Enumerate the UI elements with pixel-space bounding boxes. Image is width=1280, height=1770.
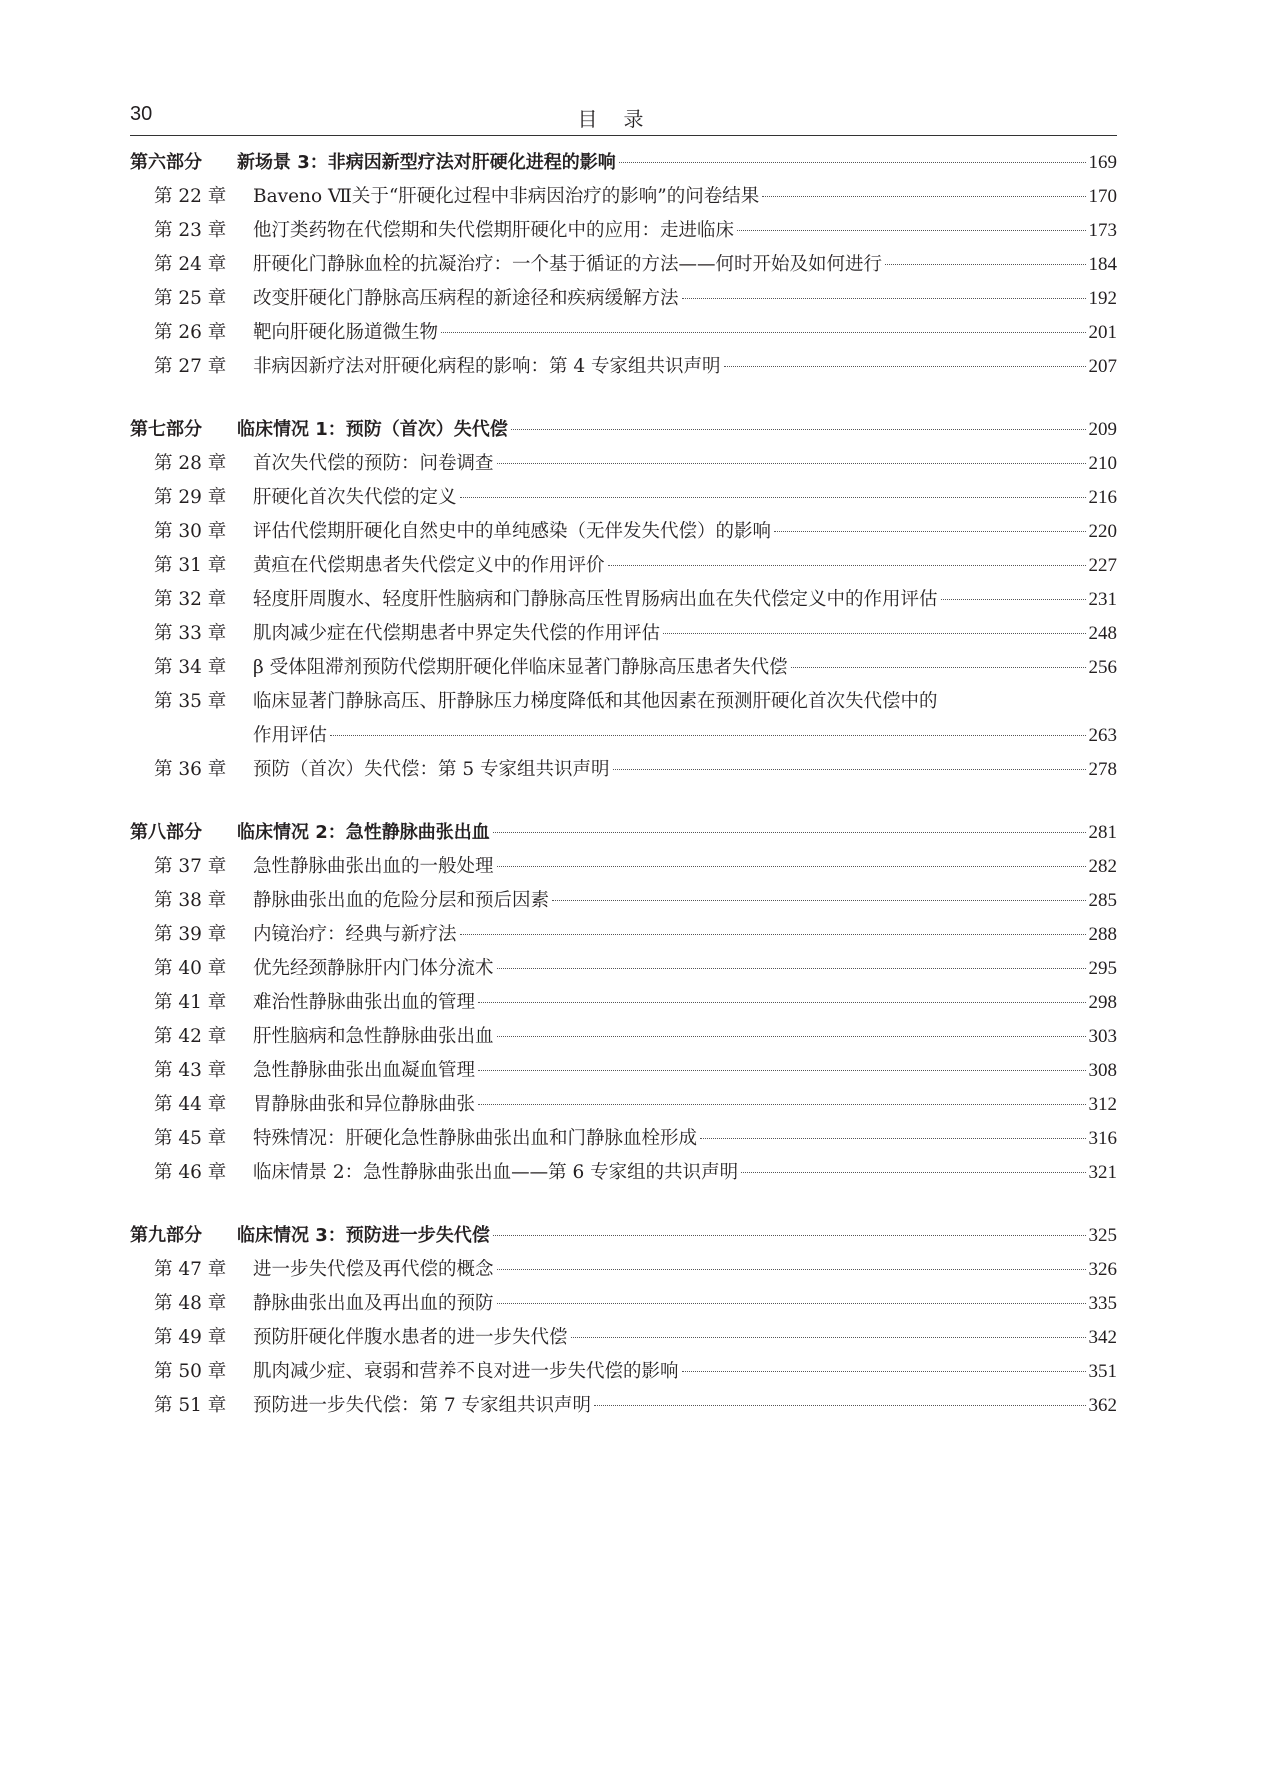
dot-leader [497, 1036, 1086, 1037]
header-rule [130, 135, 1117, 136]
entry-title: β 受体阻滞剂预防代偿期肝硬化伴临床显著门静脉高压患者失代偿 [253, 657, 788, 678]
entry-page-number: 351 [1088, 1361, 1117, 1382]
entry-title: 黄疸在代偿期患者失代偿定义中的作用评价 [253, 555, 605, 576]
entry-title: 新场景 3：非病因新型疗法对肝硬化进程的影响 [237, 152, 616, 173]
entry-page-number: 335 [1088, 1293, 1117, 1314]
entry-page-number: 263 [1088, 725, 1117, 746]
entry-label: 第 31 章 [154, 555, 227, 576]
dot-leader [608, 565, 1086, 566]
entry-title: 特殊情况：肝硬化急性静脉曲张出血和门静脉血栓形成 [253, 1128, 698, 1149]
entry-label: 第 27 章 [154, 356, 227, 377]
entry-title: 靶向肝硬化肠道微生物 [253, 322, 439, 343]
running-header [130, 103, 1117, 133]
entry-label: 第 33 章 [154, 623, 227, 644]
entry-label: 第 40 章 [154, 958, 227, 979]
entry-title: 肝性脑病和急性静脉曲张出血 [253, 1026, 494, 1047]
entry-label: 第 35 章 [154, 691, 227, 712]
entry-label: 第 32 章 [154, 589, 227, 610]
entry-page-number: 298 [1088, 992, 1117, 1013]
dot-leader [478, 1002, 1085, 1003]
entry-title: 预防（首次）失代偿：第 5 专家组共识声明 [253, 759, 610, 780]
entry-title: 作用评估 [253, 725, 328, 746]
toc-chapter-entry[interactable] [130, 483, 1117, 517]
toc-chapter-entry[interactable] [130, 1323, 1117, 1357]
dot-leader [619, 162, 1086, 163]
entry-page-number: 184 [1088, 254, 1117, 275]
dot-leader [941, 599, 1086, 600]
dot-leader [571, 1337, 1086, 1338]
entry-label: 第 22 章 [154, 186, 227, 207]
dot-leader [497, 463, 1086, 464]
toc-chapter-entry[interactable] [130, 852, 1117, 886]
entry-title: 静脉曲张出血及再出血的预防 [253, 1293, 494, 1314]
entry-label: 第 36 章 [154, 759, 227, 780]
entry-page-number: 321 [1088, 1162, 1117, 1183]
entry-title: 临床情况 1：预防（首次）失代偿 [237, 419, 508, 440]
entry-page-number: 285 [1088, 890, 1117, 911]
dot-leader [493, 1235, 1086, 1236]
entry-page-number: 312 [1088, 1094, 1117, 1115]
entry-title: 难治性静脉曲张出血的管理 [253, 992, 476, 1013]
dot-leader [663, 633, 1085, 634]
entry-label: 第 24 章 [154, 254, 227, 275]
entry-page-number: 192 [1088, 288, 1117, 309]
entry-page-number: 173 [1088, 220, 1117, 241]
page-number: 30 [130, 103, 153, 125]
dot-leader [700, 1138, 1085, 1139]
entry-label: 第 48 章 [154, 1293, 227, 1314]
toc-chapter-entry[interactable] [130, 1391, 1117, 1425]
dot-leader [682, 298, 1086, 299]
entry-title: 肝硬化首次失代偿的定义 [253, 487, 457, 508]
entry-page-number: 288 [1088, 924, 1117, 945]
toc-chapter-entry[interactable] [130, 182, 1117, 216]
toc-chapter-entry[interactable] [130, 721, 1117, 755]
toc-chapter-entry[interactable] [130, 619, 1117, 653]
entry-page-number: 169 [1088, 152, 1117, 173]
toc-part-entry[interactable] [130, 415, 1117, 449]
entry-page-number: 210 [1088, 453, 1117, 474]
entry-label: 第 38 章 [154, 890, 227, 911]
dot-leader [762, 196, 1085, 197]
dot-leader [791, 667, 1086, 668]
toc-part-entry[interactable] [130, 148, 1117, 182]
entry-title: 非病因新疗法对肝硬化病程的影响：第 4 专家组共识声明 [253, 356, 721, 377]
entry-page-number: 207 [1088, 356, 1117, 377]
toc-part-entry[interactable] [130, 1221, 1117, 1255]
entry-title: 预防肝硬化伴腹水患者的进一步失代偿 [253, 1327, 568, 1348]
entry-title: 静脉曲张出血的危险分层和预后因素 [253, 890, 550, 911]
dot-leader [774, 531, 1085, 532]
toc-chapter-entry[interactable] [130, 1022, 1117, 1056]
toc-chapter-entry[interactable] [130, 449, 1117, 483]
toc-chapter-entry[interactable] [130, 886, 1117, 920]
entry-page-number: 248 [1088, 623, 1117, 644]
entry-page-number: 231 [1088, 589, 1117, 610]
dot-leader [493, 832, 1086, 833]
entry-page-number: 220 [1088, 521, 1117, 542]
entry-title: 评估代偿期肝硬化自然史中的单纯感染（无伴发失代偿）的影响 [253, 521, 772, 542]
entry-title: 急性静脉曲张出血的一般处理 [253, 856, 494, 877]
toc-chapter-entry[interactable] [130, 755, 1117, 789]
entry-label: 第 43 章 [154, 1060, 227, 1081]
entry-title: 胃静脉曲张和异位静脉曲张 [253, 1094, 476, 1115]
entry-page-number: 295 [1088, 958, 1117, 979]
entry-title: 轻度肝周腹水、轻度肝性脑病和门静脉高压性胃肠病出血在失代偿定义中的作用评估 [253, 589, 938, 610]
toc-chapter-entry[interactable] [130, 687, 1117, 721]
toc-part-entry[interactable] [130, 818, 1117, 852]
dot-leader [741, 1172, 1085, 1173]
entry-page-number: 282 [1088, 856, 1117, 877]
entry-page-number: 278 [1088, 759, 1117, 780]
entry-page-number: 308 [1088, 1060, 1117, 1081]
entry-title: 肌肉减少症、衰弱和营养不良对进一步失代偿的影响 [253, 1361, 679, 1382]
toc-chapter-entry[interactable] [130, 585, 1117, 619]
toc-chapter-entry[interactable] [130, 284, 1117, 318]
entry-title: 肝硬化门静脉血栓的抗凝治疗：一个基于循证的方法——何时开始及如何进行 [253, 254, 883, 275]
entry-page-number: 256 [1088, 657, 1117, 678]
dot-leader [552, 900, 1085, 901]
dot-leader [497, 1303, 1086, 1304]
entry-label: 第 34 章 [154, 657, 227, 678]
entry-page-number: 342 [1088, 1327, 1117, 1348]
toc-chapter-entry[interactable] [130, 1357, 1117, 1391]
entry-title: 临床显著门静脉高压、肝静脉压力梯度降低和其他因素在预测肝硬化首次失代偿中的 [253, 691, 938, 712]
entry-label: 第 44 章 [154, 1094, 227, 1115]
toc-chapter-entry[interactable] [130, 988, 1117, 1022]
dot-leader [594, 1405, 1085, 1406]
entry-page-number: 209 [1088, 419, 1117, 440]
entry-page-number: 216 [1088, 487, 1117, 508]
entry-label: 第 49 章 [154, 1327, 227, 1348]
dot-leader [478, 1070, 1085, 1071]
dot-leader [737, 230, 1085, 231]
entry-title: 他汀类药物在代偿期和失代偿期肝硬化中的应用：走进临床 [253, 220, 735, 241]
dot-leader [497, 1269, 1086, 1270]
entry-page-number: 362 [1088, 1395, 1117, 1416]
entry-label: 第 42 章 [154, 1026, 227, 1047]
entry-label: 第七部分 [130, 419, 202, 440]
toc-chapter-entry[interactable] [130, 1056, 1117, 1090]
entry-label: 第 25 章 [154, 288, 227, 309]
toc-chapter-entry[interactable] [130, 1124, 1117, 1158]
toc-chapter-entry[interactable] [130, 517, 1117, 551]
entry-label: 第 50 章 [154, 1361, 227, 1382]
entry-title: 进一步失代偿及再代偿的概念 [253, 1259, 494, 1280]
toc-chapter-entry[interactable] [130, 352, 1117, 386]
entry-page-number: 326 [1088, 1259, 1117, 1280]
dot-leader [497, 968, 1086, 969]
entry-title: 内镜治疗：经典与新疗法 [253, 924, 457, 945]
entry-page-number: 325 [1088, 1225, 1117, 1246]
toc-chapter-entry[interactable] [130, 653, 1117, 687]
dot-leader [497, 866, 1086, 867]
entry-page-number: 281 [1088, 822, 1117, 843]
entry-title: 临床情况 3：预防进一步失代偿 [237, 1225, 490, 1246]
header-title: 目录 [577, 107, 670, 131]
dot-leader [885, 264, 1085, 265]
entry-label: 第 37 章 [154, 856, 227, 877]
entry-page-number: 227 [1088, 555, 1117, 576]
entry-title: Baveno Ⅶ关于“肝硬化过程中非病因治疗的影响”的问卷结果 [253, 186, 760, 207]
dot-leader [460, 497, 1086, 498]
dot-leader [478, 1104, 1085, 1105]
entry-label: 第 23 章 [154, 220, 227, 241]
entry-label: 第 29 章 [154, 487, 227, 508]
entry-label: 第六部分 [130, 152, 202, 173]
entry-label: 第八部分 [130, 822, 202, 843]
dot-leader [682, 1371, 1086, 1372]
entry-label: 第 47 章 [154, 1259, 227, 1280]
toc-chapter-entry[interactable] [130, 250, 1117, 284]
toc-chapter-entry[interactable] [130, 920, 1117, 954]
toc-chapter-entry[interactable] [130, 1090, 1117, 1124]
toc-chapter-entry[interactable] [130, 1255, 1117, 1289]
entry-label: 第九部分 [130, 1225, 202, 1246]
entry-title: 优先经颈静脉肝内门体分流术 [253, 958, 494, 979]
entry-page-number: 201 [1088, 322, 1117, 343]
toc-chapter-entry[interactable] [130, 1158, 1117, 1192]
entry-label: 第 30 章 [154, 521, 227, 542]
entry-label: 第 26 章 [154, 322, 227, 343]
entry-title: 改变肝硬化门静脉高压病程的新途径和疾病缓解方法 [253, 288, 679, 309]
entry-title: 临床情景 2：急性静脉曲张出血——第 6 专家组的共识声明 [253, 1162, 739, 1183]
dot-leader [330, 735, 1085, 736]
dot-leader [441, 332, 1085, 333]
toc-chapter-entry[interactable] [130, 551, 1117, 585]
entry-label: 第 46 章 [154, 1162, 227, 1183]
entry-page-number: 170 [1088, 186, 1117, 207]
toc-chapter-entry[interactable] [130, 1289, 1117, 1323]
entry-page-number: 316 [1088, 1128, 1117, 1149]
entry-label: 第 28 章 [154, 453, 227, 474]
entry-title: 临床情况 2：急性静脉曲张出血 [237, 822, 490, 843]
dot-leader [460, 934, 1086, 935]
toc-chapter-entry[interactable] [130, 318, 1117, 352]
entry-title: 急性静脉曲张出血凝血管理 [253, 1060, 476, 1081]
entry-label: 第 39 章 [154, 924, 227, 945]
dot-leader [724, 366, 1086, 367]
dot-leader [613, 769, 1086, 770]
toc-chapter-entry[interactable] [130, 216, 1117, 250]
entry-label: 第 51 章 [154, 1395, 227, 1416]
toc-chapter-entry[interactable] [130, 954, 1117, 988]
dot-leader [511, 429, 1086, 430]
entry-label: 第 45 章 [154, 1128, 227, 1149]
entry-page-number: 303 [1088, 1026, 1117, 1047]
entry-title: 预防进一步失代偿：第 7 专家组共识声明 [253, 1395, 592, 1416]
entry-title: 首次失代偿的预防：问卷调查 [253, 453, 494, 474]
entry-label: 第 41 章 [154, 992, 227, 1013]
entry-title: 肌肉减少症在代偿期患者中界定失代偿的作用评估 [253, 623, 661, 644]
